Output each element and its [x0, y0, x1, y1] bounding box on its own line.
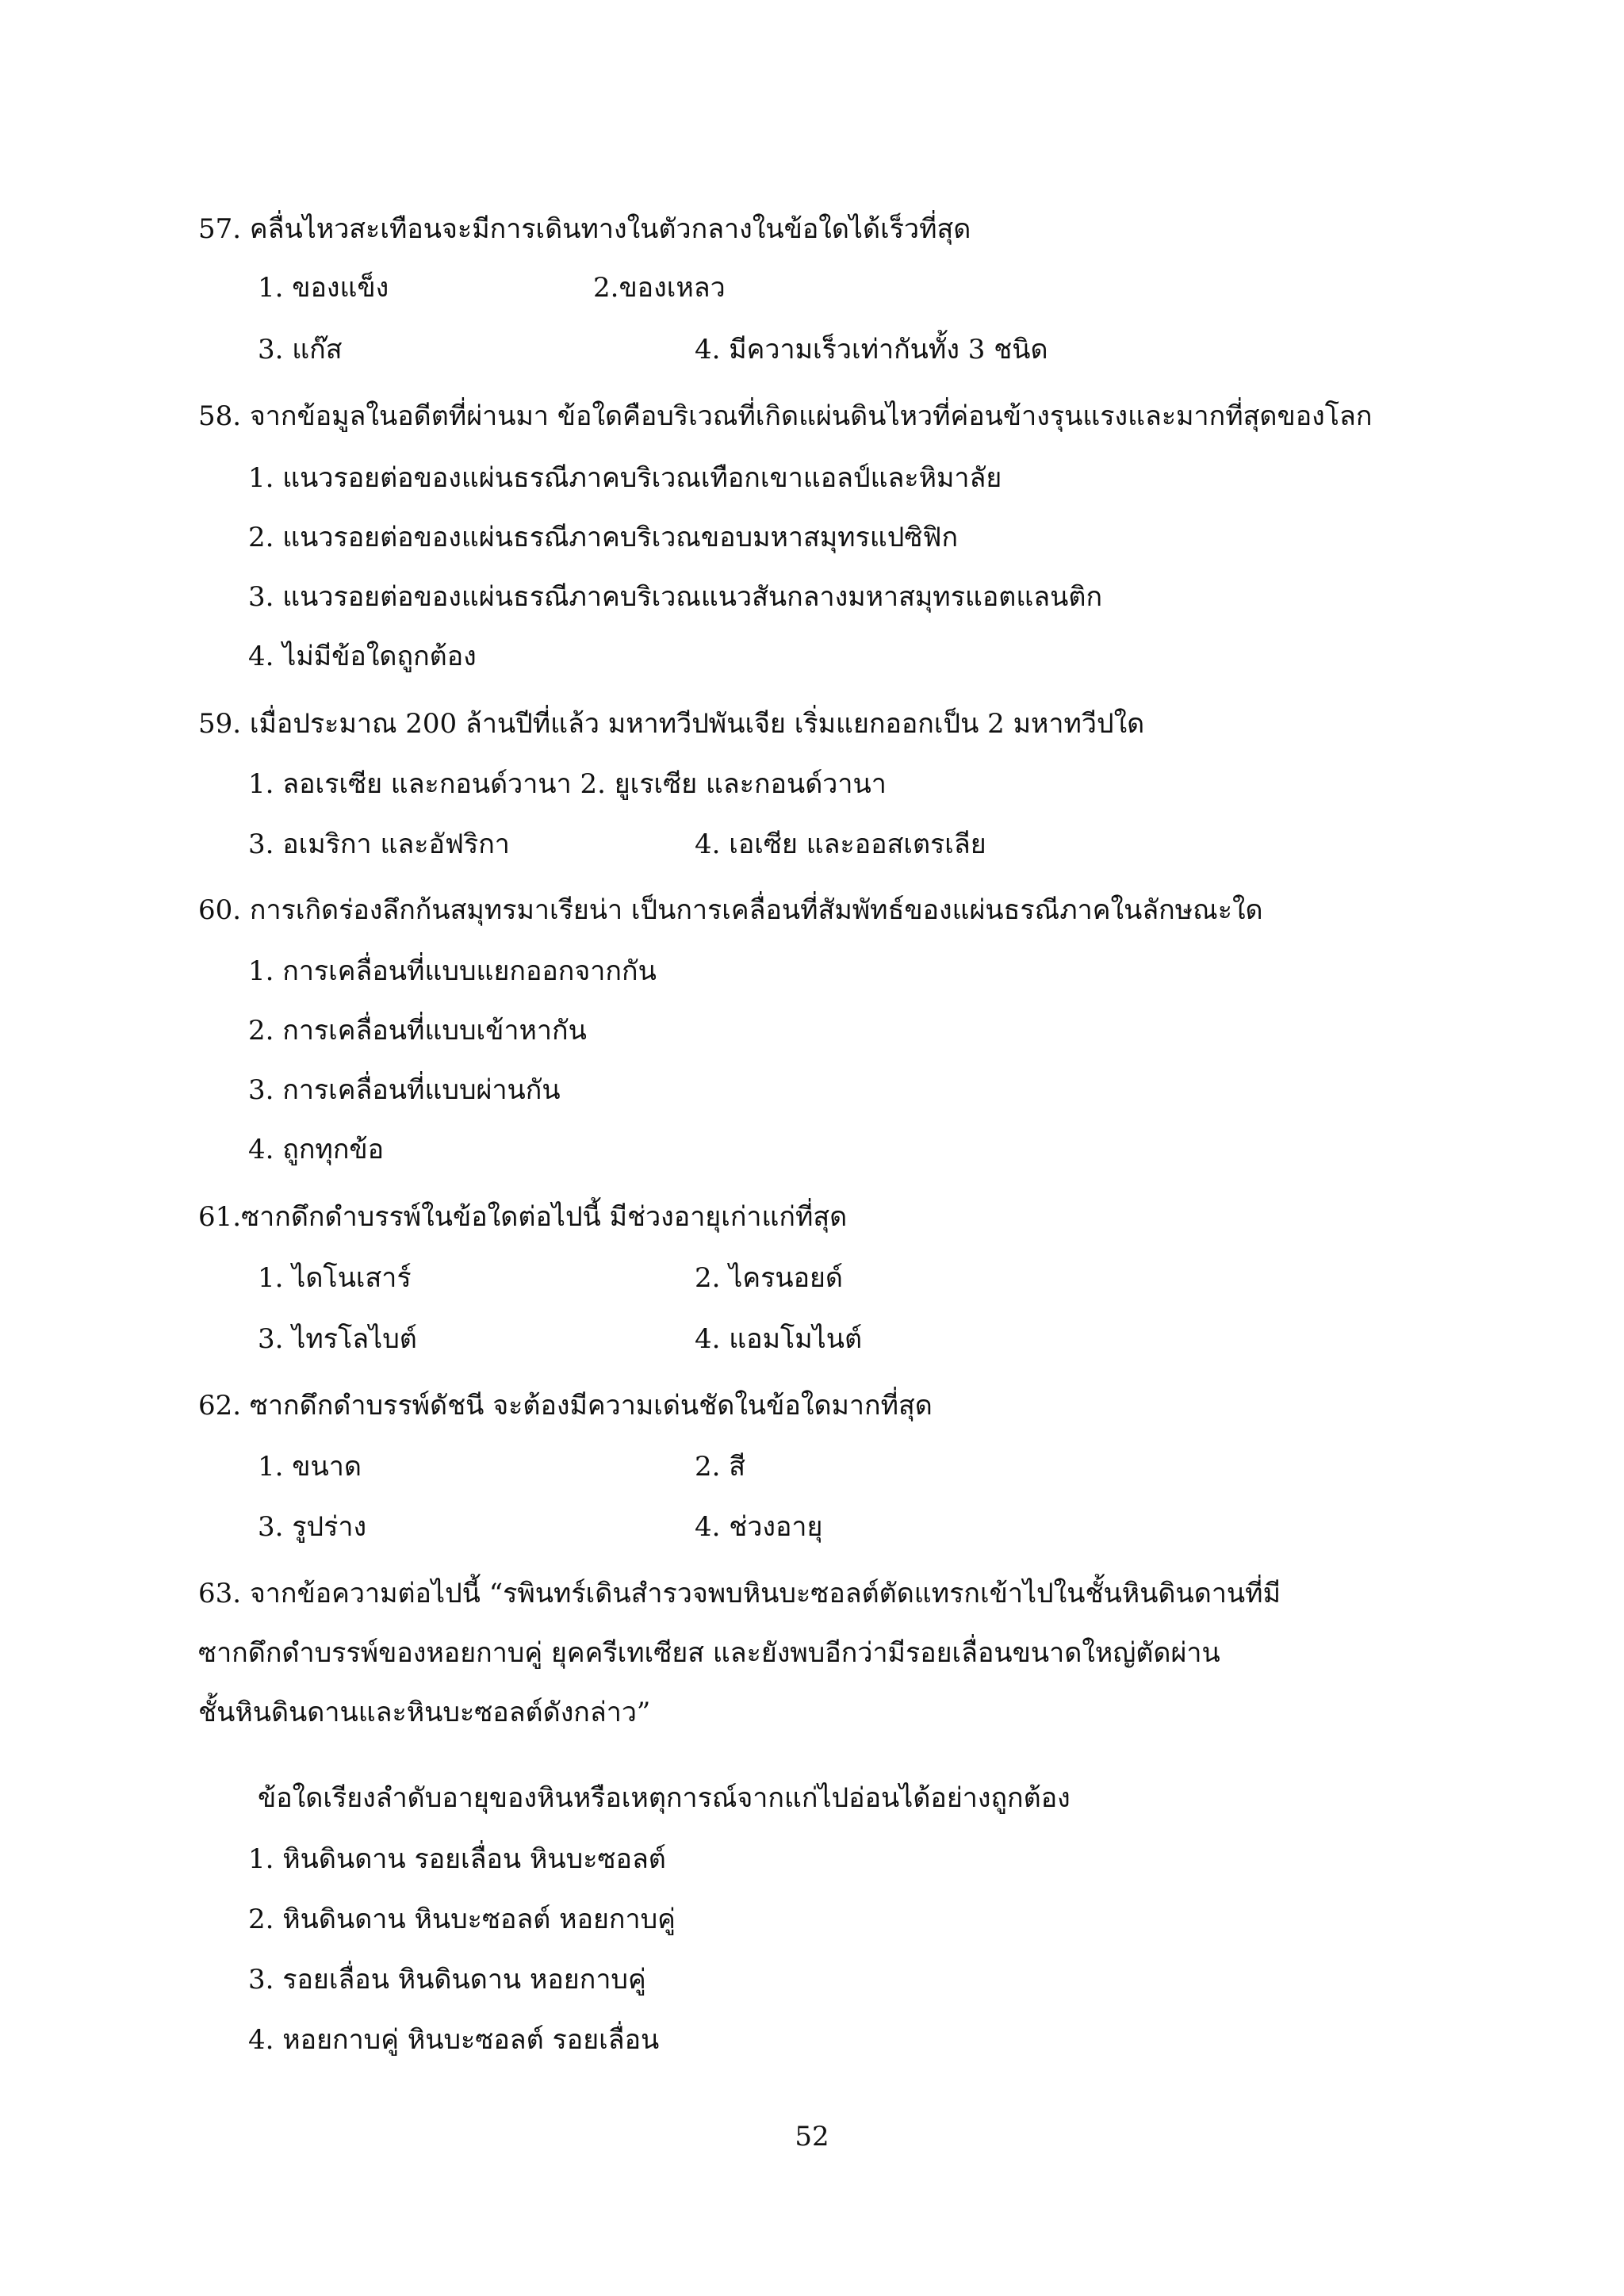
question-63-option-1: 1. หินดินดาน รอยเลื่อน หินบะซอลต์	[248, 1843, 666, 1875]
question-61-option-4: 4. แอมโมไนต์	[695, 1323, 863, 1355]
question-58-option-1: 1. แนวรอยต่อของแผ่นธรณีภาคบริเวณเทือกเขาแอลป์และหิมาลัย	[248, 462, 1002, 494]
question-63-stem-line-1: 63. จากข้อความต่อไปนี้ “รพินทร์เดินสำรวจพบหินบะซอลต์ตัดแทรกเข้าไปในชั้นหินดินดานที่มี	[198, 1578, 1281, 1609]
question-62-stem: 62. ซากดึกดำบรรพ์ดัชนี จะต้องมีความเด่นชัดในข้อใดมากที่สุด	[198, 1390, 933, 1422]
question-57-option-2: 2.ของเหลว	[593, 272, 726, 304]
question-59-stem: 59. เมื่อประมาณ 200 ล้านปีที่แล้ว มหาทวีปพันเจีย เริ่มแยกออกเป็น 2 มหาทวีปใด	[198, 708, 1145, 740]
question-62-option-4: 4. ช่วงอายุ	[695, 1511, 823, 1543]
question-60-stem: 60. การเกิดร่องลึกก้นสมุทรมาเรียน่า เป็นการเคลื่อนที่สัมพัทธ์ของแผ่นธรณีภาคในลักษณะใด	[198, 894, 1263, 926]
question-58-option-4: 4. ไม่มีข้อใดถูกต้อง	[248, 641, 477, 672]
question-60-option-4: 4. ถูกทุกข้อ	[248, 1134, 385, 1165]
question-63-option-3: 3. รอยเลื่อน หินดินดาน หอยกาบคู่	[248, 1964, 646, 1996]
question-58-stem: 58. จากข้อมูลในอดีตที่ผ่านมา ข้อใดคือบริเวณที่เกิดแผ่นดินไหวที่ค่อนข้างรุนแรงและมากที่สุดของโลก	[198, 400, 1373, 432]
question-58-option-3: 3. แนวรอยต่อของแผ่นธรณีภาคบริเวณแนวสันกลางมหาสมุทรแอตแลนติก	[248, 581, 1103, 613]
question-63-option-4: 4. หอยกาบคู่ หินบะซอลต์ รอยเลื่อน	[248, 2024, 660, 2056]
question-63-option-2: 2. หินดินดาน หินบะซอลต์ หอยกาบคู่	[248, 1904, 676, 1935]
question-62-option-2: 2. สี	[695, 1451, 745, 1483]
question-57-option-1: 1. ของแข็ง	[258, 272, 389, 304]
question-62-option-3: 3. รูปร่าง	[258, 1511, 367, 1543]
question-59-options-1-2: 1. ลอเรเซีย และกอนด์วานา 2. ยูเรเซีย และกอนด์วานา	[248, 768, 887, 800]
question-61-option-1: 1. ไดโนเสาร์	[258, 1262, 412, 1294]
question-63-stem-line-3: ชั้นหินดินดานและหินบะซอลต์ดังกล่าว”	[198, 1697, 651, 1728]
question-61-stem: 61.ซากดึกดำบรรพ์ในข้อใดต่อไปนี้ มีช่วงอายุเก่าแก่ที่สุด	[198, 1201, 848, 1233]
question-61-option-2: 2. ไครนอยด์	[695, 1262, 844, 1294]
question-59-option-3: 3. อเมริกา และอัฟริกา	[248, 828, 510, 860]
question-57-stem: 57. คลื่นไหวสะเทือนจะมีการเดินทางในตัวกลางในข้อใดได้เร็วที่สุด	[198, 213, 971, 245]
question-63-prompt: ข้อใดเรียงลำดับอายุของหินหรือเหตุการณ์จากแก่ไปอ่อนได้อย่างถูกต้อง	[258, 1782, 1071, 1814]
question-57-option-3: 3. แก๊ส	[258, 334, 343, 365]
question-63-stem-line-2: ซากดึกดำบรรพ์ของหอยกาบคู่ ยุคครีเทเซียส และยังพบอีกว่ามีรอยเลื่อนขนาดใหญ่ตัดผ่าน	[198, 1637, 1220, 1669]
question-59-option-4: 4. เอเซีย และออสเตรเลีย	[695, 828, 986, 860]
question-57-option-4: 4. มีความเร็วเท่ากันทั้ง 3 ชนิด	[695, 334, 1048, 365]
question-61-option-3: 3. ไทรโลไบต์	[258, 1323, 417, 1355]
page-number: 52	[795, 2121, 829, 2152]
question-60-option-1: 1. การเคลื่อนที่แบบแยกออกจากกัน	[248, 955, 657, 987]
question-62-option-1: 1. ขนาด	[258, 1451, 362, 1483]
question-58-option-2: 2. แนวรอยต่อของแผ่นธรณีภาคบริเวณขอบมหาสมุทรแปซิฟิก	[248, 522, 959, 553]
question-60-option-2: 2. การเคลื่อนที่แบบเข้าหากัน	[248, 1015, 587, 1047]
question-60-option-3: 3. การเคลื่อนที่แบบผ่านกัน	[248, 1074, 561, 1106]
